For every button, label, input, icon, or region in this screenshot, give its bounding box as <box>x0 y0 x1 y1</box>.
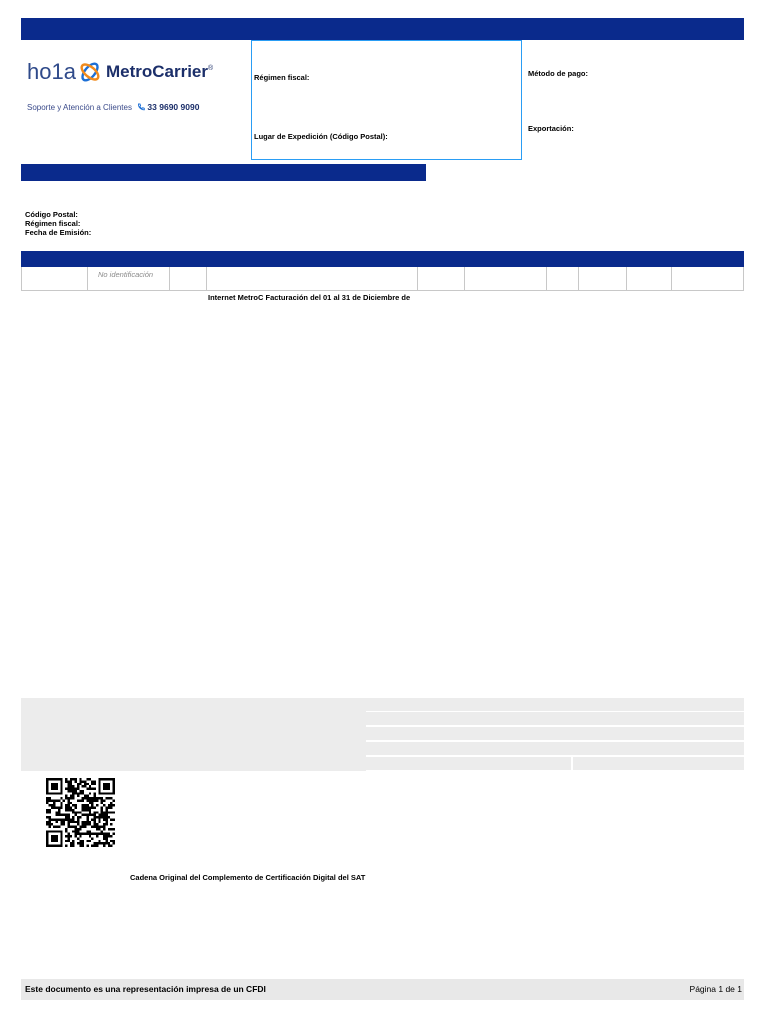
totals-row <box>366 742 744 756</box>
page-number: Página 1 de 1 <box>689 984 742 994</box>
support-text: Soporte y Atención a Clientes <box>27 103 132 112</box>
concept-description: Internet MetroC Facturación del 01 al 31 de Diciembre de <box>208 293 411 302</box>
emisor-info-box <box>251 40 522 160</box>
registered-mark: ® <box>208 64 214 72</box>
company-logo <box>21 40 214 160</box>
cfdi-notice: Este documento es una representación impresa de un CFDI <box>25 984 266 994</box>
support-line <box>27 102 199 112</box>
totals-row <box>366 727 744 741</box>
regimen-fiscal-label: Régimen fiscal: <box>254 73 310 82</box>
logo-hola-text: ho1a <box>27 59 76 84</box>
totals-left-panel <box>21 698 366 771</box>
support-phone: 33 9690 9090 <box>147 102 200 112</box>
lugar-expedicion-label: Lugar de Expedición (Código Postal): <box>254 132 388 141</box>
phone-icon <box>137 103 145 111</box>
page-footer <box>21 979 744 1000</box>
exportacion-label: Exportación: <box>528 124 574 133</box>
logo-brand-text: MetroCarrier <box>105 62 208 81</box>
metodo-pago-label: Método de pago: <box>528 69 588 78</box>
totals-row <box>366 757 744 771</box>
no-identificacion-cell: No identificación <box>98 270 154 279</box>
items-table-header <box>21 251 744 267</box>
receptor-regimen-label: Régimen fiscal: <box>25 219 81 228</box>
cadena-original-label: Cadena Original del Complemento de Certificación Digital del SAT <box>130 873 366 882</box>
header-bar <box>21 18 744 40</box>
totals-right-panel <box>366 698 744 771</box>
totals-row <box>366 698 744 712</box>
fecha-emision-label: Fecha de Emisión: <box>25 228 92 237</box>
totals-row <box>366 712 744 726</box>
receptor-bar <box>21 164 426 181</box>
table-row <box>21 267 744 291</box>
qr-code-icon <box>46 778 115 847</box>
swirl-logo-icon <box>77 58 103 86</box>
codigo-postal-label: Código Postal: <box>25 210 78 219</box>
